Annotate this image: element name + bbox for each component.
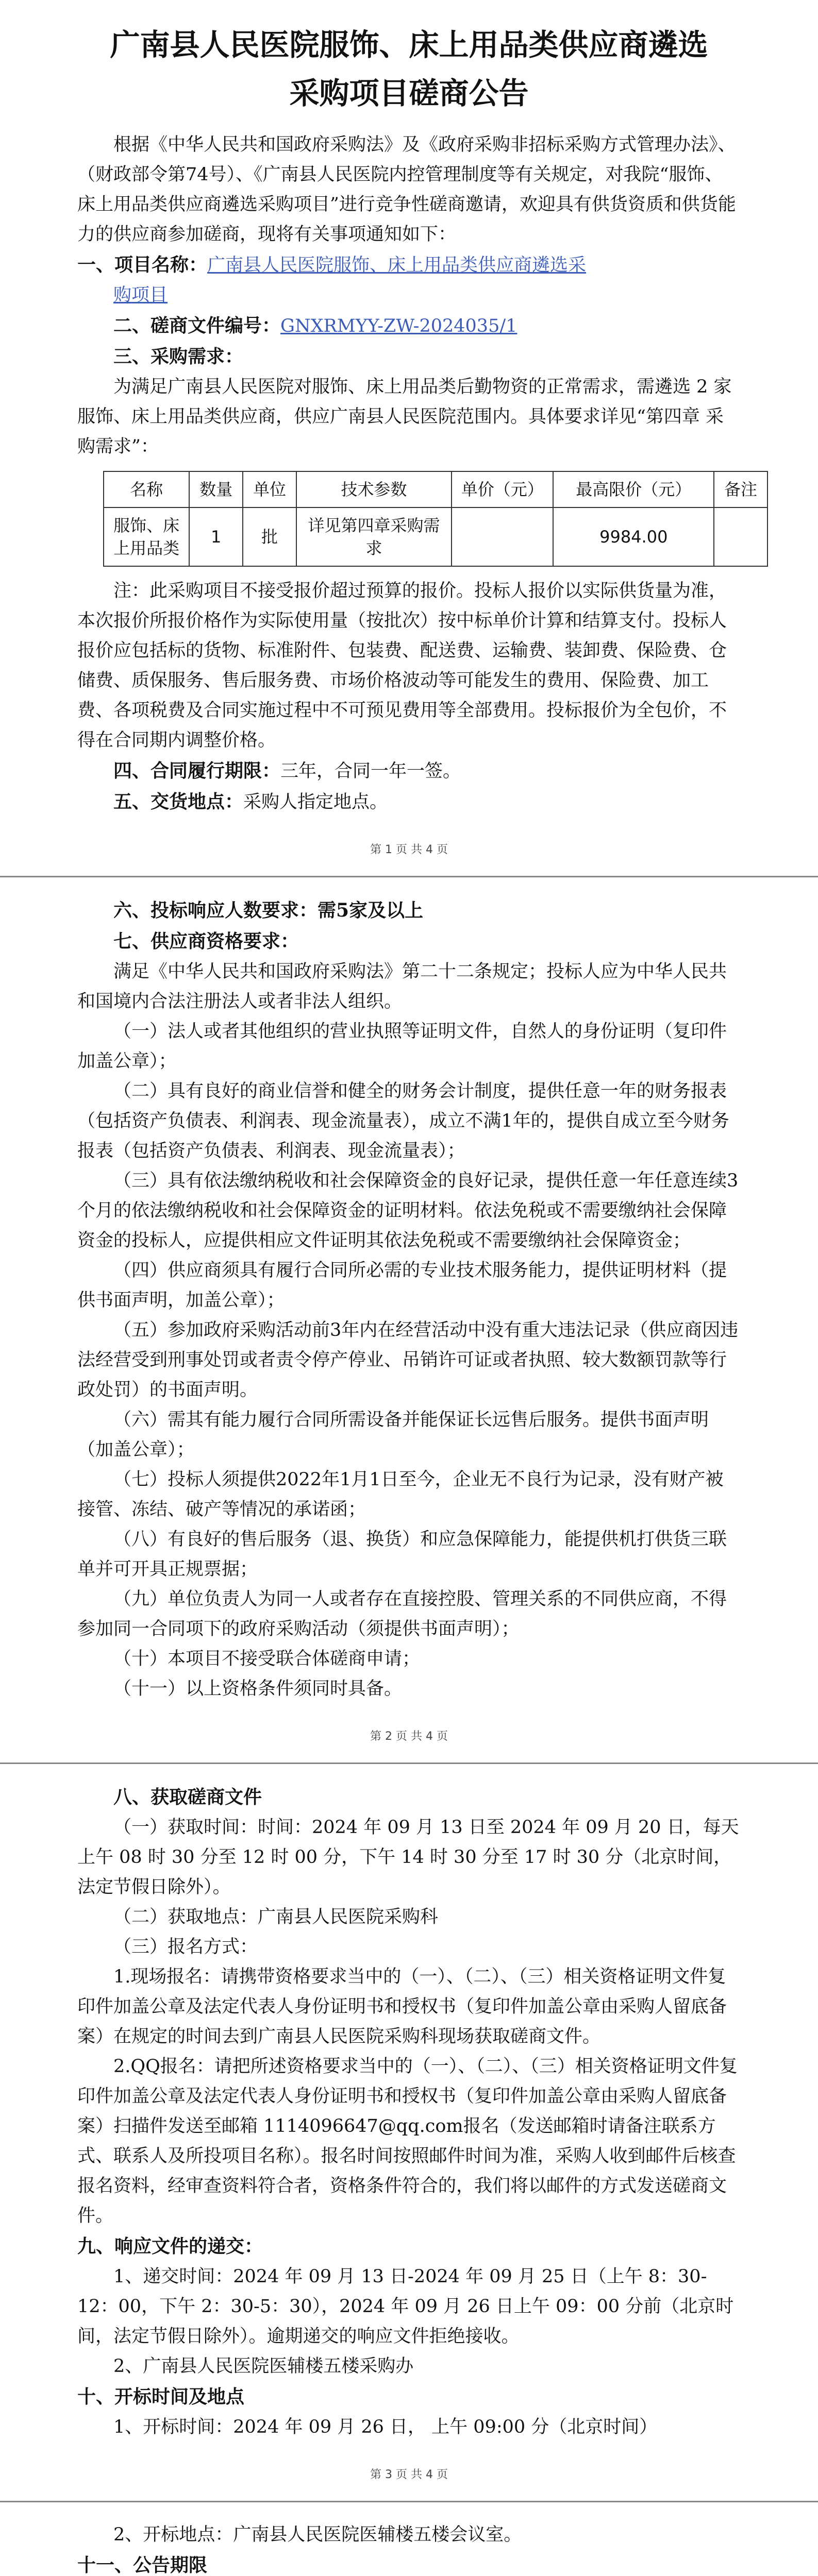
section-3-label: 三、采购需求： (113, 346, 244, 367)
qualification-item: （一）法人或者其他组织的营业执照等证明文件，自然人的身份证明（复印件加盖公章）； (77, 1021, 727, 1072)
section-2-label: 二、磋商文件编号： (113, 315, 281, 336)
table-row (104, 507, 767, 566)
section-5-label: 五、交货地点： (113, 791, 244, 812)
register-mode: （三）报名方式： (113, 1937, 258, 1957)
page-divider (0, 2501, 818, 2502)
register-onsite: 1.现场报名：请携带资格要求当中的（一）、（二）、（三）相关资格证明文件复印件加盖公章及法定代表人身份证明书和授权书（复印件加盖公章由采购人留底备案）在规定的时间去到广南县人民医院采购科现场获取磋商文件。 (77, 1967, 727, 2047)
intro-paragraph: 根据《中华人民共和国政府采购法》及《政府采购非招标采购方式管理办法》、（财政部令第74号）、《广南县人民医院内控管理制度等有关规定，对我院“服饰、床上用品类供应商遴选采购项目”进行竞争性磋商邀请，欢迎具有供货资质和供货能力的供应商参加磋商，现将有关事项通知如下： (77, 134, 736, 245)
table-header: 单价（元） (452, 471, 553, 507)
doc-number: GNXRMYY-ZW-2024035/1 (280, 316, 517, 336)
title-line-2: 采购项目磋商公告 (289, 76, 529, 111)
delivery-location: 采购人指定地点。 (243, 792, 388, 812)
qualification-item: （四）供应商须具有履行合同所必需的专业技术服务能力，提供证明材料（提供书面声明，加盖公章）； (77, 1260, 727, 1311)
table-header: 技术参数 (296, 471, 452, 507)
document-title (77, 0, 741, 117)
section-2 (77, 310, 741, 341)
table-cell (452, 507, 553, 566)
table-header: 数量 (189, 471, 243, 507)
table-cell: 9984.00 (553, 507, 714, 566)
bidder-count: 需5家及以上 (318, 900, 424, 921)
title-line-1: 广南县人民医院服饰、床上用品类供应商遴选 (110, 27, 708, 62)
price-note: 注：此采购项目不接受报价超过预算的报价。投标人报价以实际供货量为准，本次报价所报价格作为实际使用量（按批次）按中标单价计算和结算支付。投标人报价应包括标的货物、标准附件、包装费、配送费、运输费、装卸费、保险费、仓储费、质保服务、售后服务费、市场价格波动等可能发生的费用、保险费、加工费、各项税费及合同实施过程中不可预见费用等全部费用。投标报价为全包价，不得在合同期内调整价格。 (77, 581, 727, 751)
table-header: 最高限价（元） (553, 471, 714, 507)
qualification-item: （六）需其有能力履行合同所需设备并能保证长远售后服务。提供书面声明（加盖公章）； (77, 1410, 709, 1460)
table-header-row (104, 471, 767, 507)
page-number: 第 2 页 共 4 页 (370, 1730, 448, 1743)
section-10-label-line (77, 2381, 741, 2412)
submit-place: 2、广南县人民医院医辅楼五楼采购办 (113, 2356, 414, 2377)
section-4 (77, 755, 741, 786)
section-7-intro: 满足《中华人民共和国政府采购法》第二十二条规定；投标人应为中华人民共和国境内合法注册法人或者非法人组织。 (77, 961, 727, 1012)
qualification-item: （五）参加政府采购活动前3年内在经营活动中没有重大违法记录（供应商因违法经营受到刑事处罚或者责令停产停业、吊销许可证或者执照、较大数额罚款等行政处罚）的书面声明。 (77, 1320, 739, 1400)
page-divider (0, 876, 818, 877)
section-5 (77, 786, 741, 817)
obtain-time: （一）获取时间：时间：2024 年 09 月 13 日至 2024 年 09 月 20 日，每天上午 08 时 30 分至 12 时 00 分，下午 14 时 30 分至 17 时 30 分（北京时间，法定节假日除外）。 (77, 1817, 739, 1897)
table-cell (714, 507, 767, 566)
table-header: 名称 (104, 471, 189, 507)
submit-time: 1、递交时间：2024 年 09 月 13 日-2024 年 09 月 25 日（上午 8：30-12：00，下午 2：30-5：30），2024 年 09 月 26 日上午 09：00 分前（北京时间，法定节假日除外）。逾期递交的响应文件拒绝接收。 (77, 2266, 734, 2347)
page-divider (0, 1762, 818, 1764)
qualification-item: （十一）以上资格条件须同时具备。 (113, 1679, 403, 1699)
qualification-item: （七）投标人须提供2022年1月1日至今，企业无不良行为记录，没有财产被接管、冻结、破产等情况的承诺函； (77, 1469, 724, 1520)
register-qq: 2.QQ报名：请把所述资格要求当中的（一）、（二）、（三）相关资格证明文件复印件加盖公章及法定代表人身份证明书和授权书（复印件加盖公章由采购人留底备案）扫描件发送至邮箱 1114096647@qq.com报名（发送邮箱时请备注联系方式、联系人及所投项目名称）。报名时间按照邮件时间为准，采购人收到邮件后核查报名资料，经审查资料符合者，资格条件符合的，我们将以邮件的方式发送磋商文件。 (77, 2056, 738, 2226)
section-11-label: 十一、公告期限 (77, 2554, 208, 2576)
section-1 (77, 249, 741, 280)
section-3-label-line (77, 341, 741, 372)
section-3-desc: 为满足广南县人民医院对服饰、床上用品类后勤物资的正常需求，需遴选 2 家服饰、床上用品类供应商，供应广南县人民医院范围内。具体要求详见“第四章 采购需求”： (77, 377, 732, 457)
table-header: 单位 (243, 471, 296, 507)
section-8-label-line (77, 1782, 741, 1812)
section-11-label-line (77, 2550, 741, 2576)
section-10-label: 十、开标时间及地点 (77, 2386, 245, 2408)
table-cell: 批 (243, 507, 296, 566)
table-cell: 服饰、床上用品类 (104, 507, 189, 566)
qualification-item: （十）本项目不接受联合体磋商申请； (113, 1649, 421, 1669)
procurement-table (103, 471, 768, 567)
section-1-cont (77, 280, 741, 310)
qualification-item: （九）单位负责人为同一人或者存在直接控股、管理关系的不同供应商，不得参加同一合同项下的政府采购活动（须提供书面声明）； (77, 1589, 727, 1639)
section-6 (77, 895, 741, 926)
obtain-place: （二）获取地点：广南县人民医院采购科 (113, 1907, 439, 1927)
section-9-label: 九、响应文件的递交： (77, 2235, 263, 2257)
opening-place: 2、开标地点：广南县人民医院医辅楼五楼会议室。 (113, 2524, 522, 2545)
qualification-item: （三）具有依法缴纳税收和社会保障资金的良好记录，提供任意一年任意连续3个月的依法缴纳税收和社会保障资金的证明材料。依法免税或不需要缴纳社会保障资金的投标人，应提供相应文件证明其依法免税或不需要缴纳社会保障资金； (77, 1171, 739, 1251)
table-header: 备注 (714, 471, 767, 507)
project-name: 广南县人民医院服饰、床上用品类供应商遴选采 (207, 255, 587, 276)
section-7-label: 七、供应商资格要求： (113, 930, 299, 952)
section-4-label: 四、合同履行期限： (113, 760, 281, 782)
page-number: 第 3 页 共 4 页 (370, 2468, 448, 2481)
section-9-label-line (77, 2231, 741, 2262)
opening-time: 1、开标时间：2024 年 09 月 26 日， 上午 09:00 分（北京时间） (113, 2417, 658, 2437)
section-8-label: 八、获取磋商文件 (113, 1786, 262, 1808)
section-1-label: 一、项目名称： (77, 254, 208, 276)
contract-period: 三年，合同一年一签。 (280, 761, 461, 782)
qualification-item: （八）有良好的售后服务（退、换货）和应急保障能力，能提供机打供货三联单并可开具正规票据； (77, 1529, 727, 1580)
table-cell: 详见第四章采购需求 (296, 507, 452, 566)
qualification-item: （二）具有良好的商业信誉和健全的财务会计制度，提供任意一年的财务报表（包括资产负债表、利润表、现金流量表），成立不满1年的，提供自成立至今财务报表（包括资产负债表、利润表、现金流量表）； (77, 1081, 729, 1161)
section-6-label: 六、投标响应人数要求： (113, 900, 318, 921)
table-cell: 1 (189, 507, 243, 566)
project-name-cont: 购项目 (113, 285, 168, 306)
section-7-label-line (77, 926, 741, 957)
page-number: 第 1 页 共 4 页 (370, 843, 448, 856)
